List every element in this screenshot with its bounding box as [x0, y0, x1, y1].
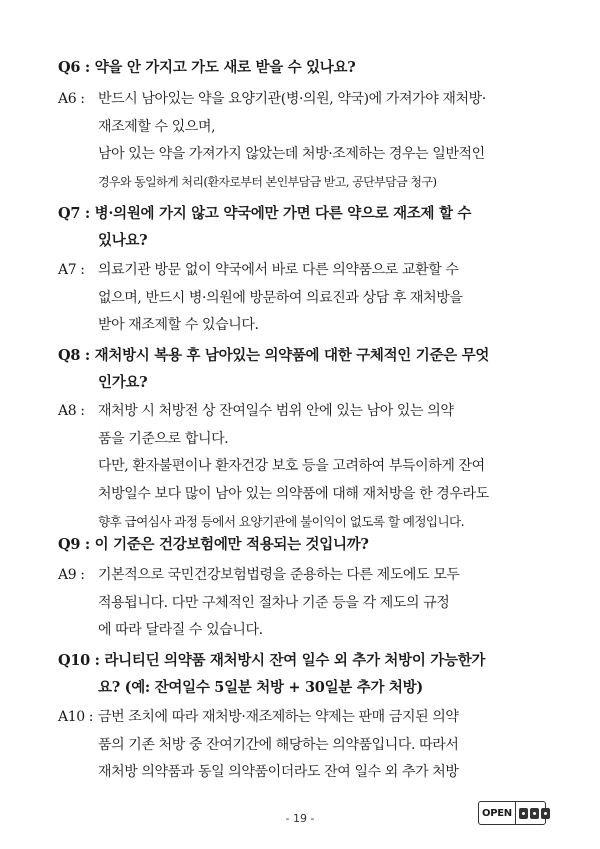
question-label: Q7 :: [58, 205, 90, 222]
answer-line: 다만, 환자불편이나 환자건강 보호 등을 고려하여 부득이하게 잔여: [98, 458, 485, 474]
answer-line: 적용됩니다. 다만 구체적인 절차나 기준 등을 각 제도의 규정: [98, 594, 450, 611]
answer-9: [58, 562, 548, 645]
answer-line: 처방일수 보다 많이 남아 있는 의약품에 대해 재처방을 한 경우라도: [98, 485, 489, 502]
question-text: 재처방시 복용 후 남아있는 의약품에 대한 구체적인 기준은 무엇: [94, 347, 490, 364]
answer-line: 없으며, 반드시 병·의원에 방문하여 의료진과 상담 후 재처방을: [98, 289, 463, 306]
attribution-icon: [519, 808, 528, 819]
open-license-label: OPEN: [479, 802, 516, 824]
question-text-cont: 인가요?: [98, 374, 148, 391]
question-label: Q10 :: [58, 652, 100, 669]
question-text: 라니티딘 의약품 재처방시 잔여 일수 외 추가 처방이 가능한가: [104, 652, 486, 669]
no-derivatives-icon: [541, 808, 550, 819]
answer-line: 에 따라 달라질 수 있습니다.: [98, 622, 263, 638]
answer-line: 재처방 시 처방전 상 잔여일수 범위 안에 있는 남아 있는 의약: [98, 403, 454, 419]
noncommercial-icon: [530, 808, 539, 819]
question-text-cont: 있나요?: [98, 232, 148, 249]
question-text-cont: 요? (예: 잔여일수 5일분 처방 + 30일분 추가 처방): [98, 679, 423, 696]
question-label: Q9 :: [58, 536, 90, 553]
answer-line: 품을 기준으로 합니다.: [98, 430, 229, 447]
answer-label: A10 :: [58, 709, 94, 725]
answer-line: 금번 조치에 따라 재처방·재조제하는 약제는 판매 금지된 의약: [98, 709, 459, 725]
answer-line: 재조제할 수 있으며,: [98, 118, 216, 135]
answer-line: 받아 재조제할 수 있습니다.: [98, 317, 259, 333]
question-text: 약을 안 가지고 가도 새로 받을 수 있나요?: [94, 59, 356, 76]
answer-label: A7 :: [58, 262, 85, 278]
answer-line: 재처방 의약품과 동일 의약품이더라도 잔여 일수 외 추가 처방: [98, 764, 459, 780]
answer-line: 향후 급여심사 과정 등에서 요양기관에 불이익이 없도록 할 예정입니다.: [98, 514, 465, 529]
question-7: [58, 200, 548, 254]
question-8: [58, 342, 548, 396]
answer-line: 기본적으로 국민건강보험법령을 준용하는 다른 제도에도 모두: [98, 567, 460, 583]
question-6: [58, 54, 548, 81]
answer-7: [58, 257, 548, 340]
question-label: Q8 :: [58, 347, 90, 364]
answer-line: 품의 기존 처방 중 잔여기간에 해당하는 의약품입니다. 따라서: [98, 736, 459, 753]
answer-label: A9 :: [58, 567, 85, 583]
answer-label: A6 :: [58, 91, 85, 107]
answer-8: [58, 398, 548, 536]
question-text: 이 기준은 건강보험에만 적용되는 것입니까?: [94, 536, 369, 553]
question-label: Q6 :: [58, 59, 90, 76]
answer-6: [58, 86, 548, 196]
answer-line: 경우와 동일하게 처리(환자로부터 본인부담금 받고, 공단부담금 청구): [98, 174, 437, 189]
question-text: 병·의원에 가지 않고 약국에만 가면 다른 약으로 재조제 할 수: [94, 205, 472, 222]
page-number: - 19 -: [285, 812, 315, 825]
answer-10: [58, 704, 548, 787]
answer-line: 의료기관 방문 없이 약국에서 바로 다른 의약품으로 교환할 수: [98, 262, 459, 278]
open-government-license-badge: [478, 801, 546, 825]
question-10: [58, 647, 548, 701]
license-icons: [516, 808, 550, 819]
answer-line: 남아 있는 약을 가져가지 않았는데 처방·조제하는 경우는 일반적인: [98, 146, 485, 162]
answer-line: 반드시 남아있는 약을 요양기관(병·의원, 약국)에 가져가야 재처방·: [98, 91, 486, 107]
question-9: [58, 531, 548, 558]
answer-label: A8 :: [58, 403, 85, 419]
